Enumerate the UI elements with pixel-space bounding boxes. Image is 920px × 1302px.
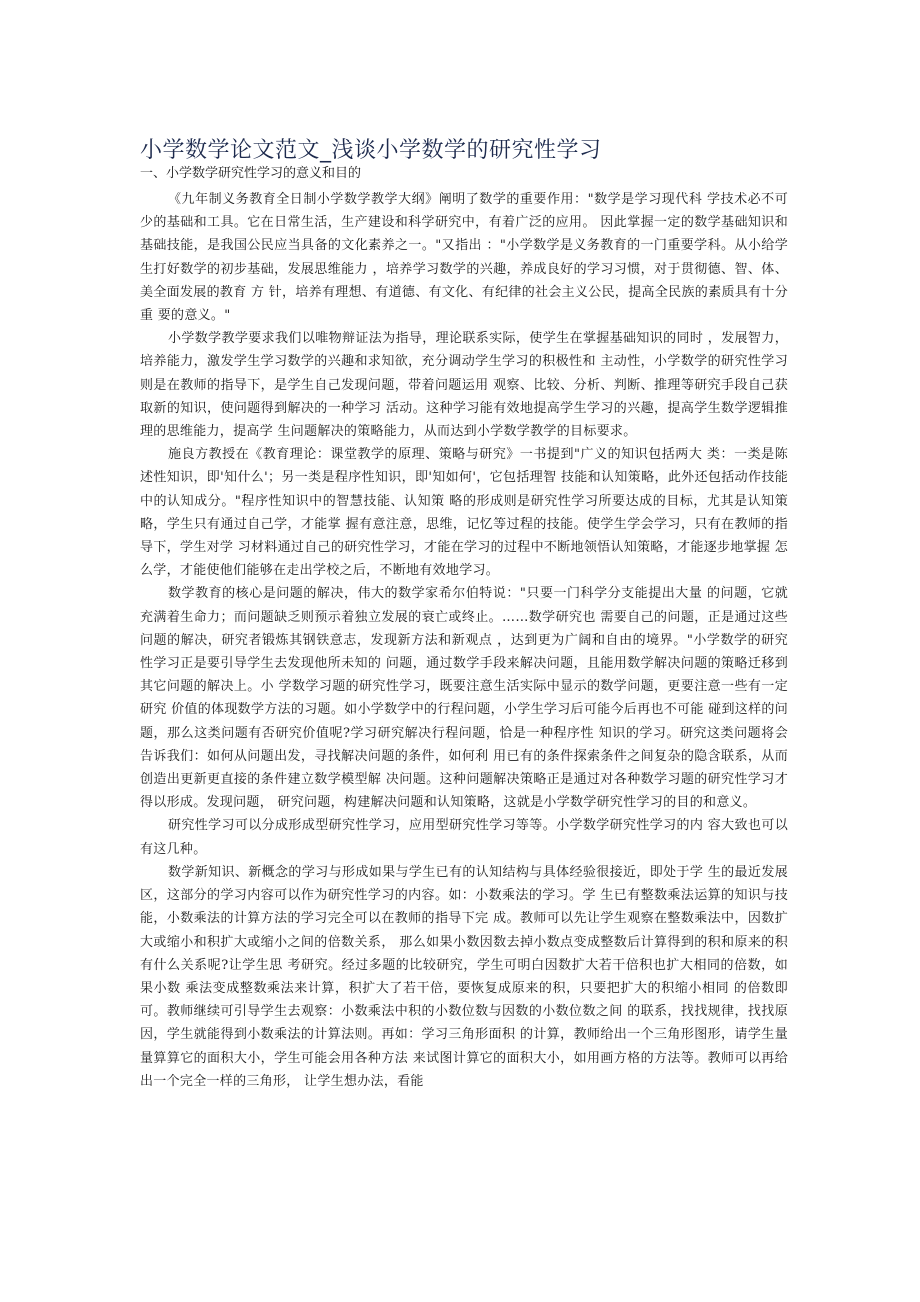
paragraph-2: 小学数学教学要求我们以唯物辩证法为指导，理论联系实际，使学生在掌握基础知识的同时 ，发展智力，培养能力，激发学生学习数学的兴趣和求知欲，充分调动学生学习的积极性和 主动性，小学数学的研究性学习则是在教师的指导下，是学生自己发现问题，带着问题运用 观察、比较、分析、判断、推理等研究手段自己获取新的知识，使问题得到解决的一种学习 活动。这种学习能有效地提高学生学习的兴趣，提高学生数学逻辑推理的思维能力，提高学 生问题解决的策略能力，从而达到小学数学教学的目标要求。: [140, 331, 788, 440]
paragraph-1: 《九年制义务教育全日制小学数学教学大纲》阐明了数学的重要作用："数学是学习现代科 学技术必不可少的基础和工具。它在日常生活，生产建设和科学研究中，有着广泛的应用。 因此掌握一定的数学基础知识和基础技能，是我国公民应当具备的文化素养之一。"又指出 ："小学数学是义务教育的一门重要学科。从小给学生打好数学的初步基础，发展思维能力 ，培养学习数学的兴趣，养成良好的学习习惯，对于贯彻德、智、体、美全面发展的教育 方 针，培养有理想、有道德、有文化、有纪律的社会主义公民，提高全民族的素质具有十分重 要的意义。": [140, 192, 788, 324]
document-body: [140, 164, 788, 1093]
paragraph-4: 数学教育的核心是问题的解决，伟大的数学家希尔伯特说："只要一门科学分支能提出大量 的问题，它就充满着生命力；而问题缺乏则预示着独立发展的衰亡或终止。……数学研究也 需要自己的问题，正是通过这些问题的解决，研究者锻炼其钢铁意志，发现新方法和新观点 ，达到更为广阔和自由的境界。"小学数学的研究性学习正是要引导学生去发现他所未知的 问题，通过数学手段来解决问题，且能用数学解决问题的策略迁移到其它问题的解决上。小 学数学习题的研究性学习，既要注意生活实际中显示的数学问题，更要注意一些有一定研究 价值的体现数学方法的习题。如小学数学中的行程问题，小学生学习后可能今后再也不可能 碰到这样的问题，那么这类问题有否研究价值呢?学习研究解决行程问题，恰是一种程序性 知识的学习。研究这类问题将会告诉我们：如何从问题出发，寻找解决问题的条件，如何利 用已有的条件探索条件之间复杂的隐含联系，从而创造出更新更直接的条件建立数学模型解 决问题。这种问题解决策略正是通过对各种数学习题的研究性学习才得以形成。发现问题， 研究问题，构建解决问题和认知策略，这就是小学数学研究性学习的目的和意义。: [140, 586, 788, 811]
page-title: 小学数学论文范文_浅谈小学数学的研究性学习: [140, 137, 602, 163]
paragraph-6: 数学新知识、新概念的学习与形成如果与学生已有的认知结构与具体经验很接近，即处于学 生的最近发展区，这部分的学习内容可以作为研究性学习的内容。如：小数乘法的学习。学 生已有整数乘法运算的知识与技能，小数乘法的计算方法的学习完全可以在教师的指导下完 成。教师可以先让学生观察在整数乘法中，因数扩大或缩小和积扩大或缩小之间的倍数关系， 那么如果小数因数去掉小数点变成整数后计算得到的积和原来的积有什么关系呢?让学生思 考研究。经过多题的比较研究，学生可明白因数扩大若干倍积也扩大相同的倍数，如果小数 乘法变成整数乘法来计算，积扩大了若干倍，要恢复成原来的积，只要把扩大的积缩小相同 的倍数即可。教师继续可引导学生去观察：小数乘法中积的小数位数与因数的小数位数之间 的联系，找找规律，找找原因，学生就能得到小数乘法的计算法则。再如：学习三角形面积 的计算，教师给出一个三角形图形，请学生量量算算它的面积大小，学生可能会用各种方法 来试图计算它的面积大小，如用画方格的方法等。教师可以再给出一个完全一样的三角形， 让学生想办法，看能: [140, 864, 788, 1089]
section-heading: 一、小学数学研究性学习的意义和目的: [140, 166, 362, 181]
paragraph-3: 施良方教授在《教育理论：课堂教学的原理、策略与研究》一书提到"广义的知识包括两大 类：一类是陈述性知识，即'知什么'；另一类是程序性知识，即'知如何'，它包括理智 技能和认知策略，此外还包括动作技能中的认知成分。"程序性知识中的智慧技能、认知策 略的形成则是研究性学习所要达成的目标，尤其是认知策略，学生只有通过自己学，才能掌 握有意注意，思维，记忆等过程的技能。使学生学会学习，只有在教师的指导下，学生对学 习材料通过自己的研究性学习，才能在学习的过程中不断地领悟认知策略，才能逐步地掌握 怎么学，才能使他们能够在走出学校之后，不断地有效地学习。: [140, 447, 788, 579]
paragraph-5: 研究性学习可以分成形成型研究性学习，应用型研究性学习等等。小学数学研究性学习的内 容大致也可以有这几种。: [140, 818, 788, 857]
